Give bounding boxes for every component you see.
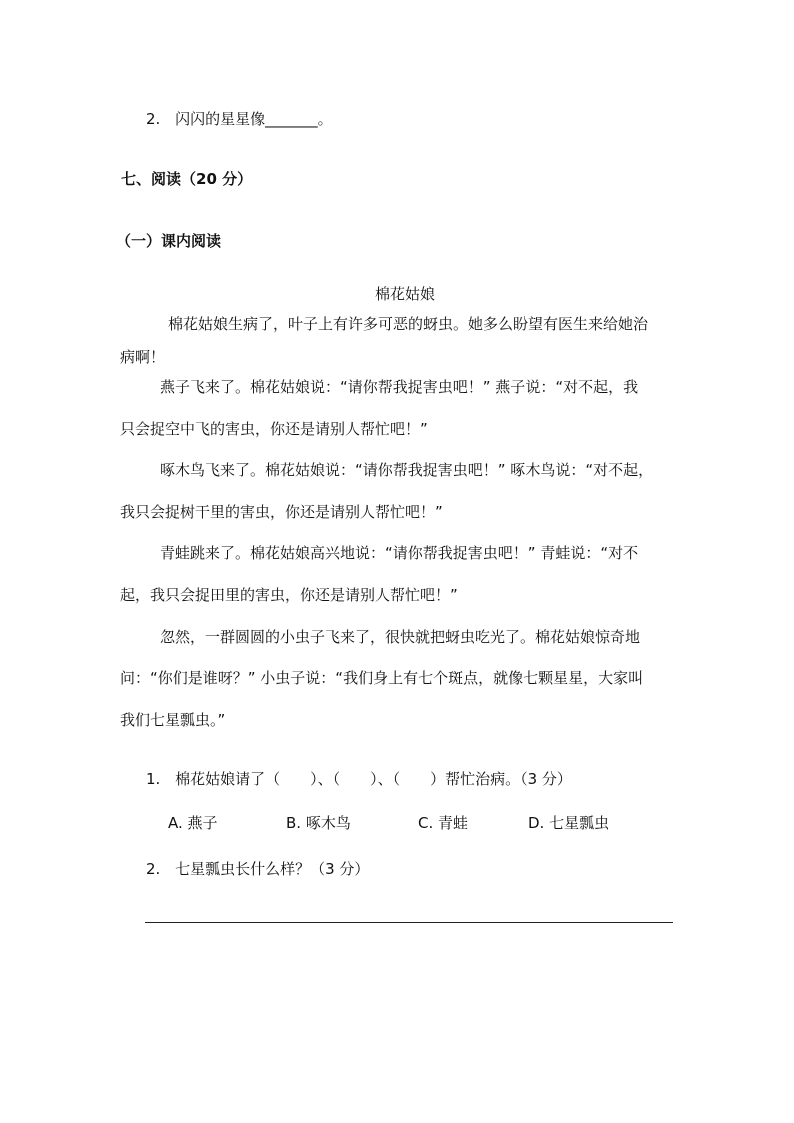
question-text: 棉花姑娘请了（ ）、（ ）、（ ）帮忙治病。（3 分） <box>175 770 572 788</box>
passage-line: 燕子飞来了。棉花姑娘说：“请你帮我捉害虫吧！” 燕子说：“对不起，我 <box>160 378 639 396</box>
prev-question-number: 2. <box>146 110 161 128</box>
option-c[interactable]: C. 青蛙 <box>418 814 469 832</box>
passage-title: 棉花姑娘 <box>375 285 436 303</box>
passage-line: 起，我只会捉田里的害虫，你还是请别人帮忙吧！” <box>120 586 458 604</box>
passage-line: 啄木鸟飞来了。棉花姑娘说：“请你帮我捉害虫吧！” 啄木鸟说：“对不起， <box>160 461 654 479</box>
prev-question-text: 闪闪的星星像_______。 <box>175 110 333 128</box>
passage-line: 青蛙跳来了。棉花姑娘高兴地说：“请你帮我捉害虫吧！” 青蛙说：“对不 <box>160 544 639 562</box>
passage-line: 只会捉空中飞的害虫，你还是请别人帮忙吧！” <box>120 420 428 438</box>
option-a[interactable]: A. 燕子 <box>168 814 218 832</box>
prev-question <box>146 108 333 129</box>
question-2 <box>146 858 369 879</box>
passage-line: 棉花姑娘生病了，叶子上有许多可恶的蚜虫。她多么盼望有医生来给她治 <box>168 315 649 333</box>
question-text: 七星瓢虫长什么样？（3 分） <box>175 860 370 878</box>
question-number: 2. <box>146 860 161 878</box>
passage-line: 我只会捉树干里的害虫，你还是请别人帮忙吧！” <box>120 503 443 521</box>
passage-line: 我们七星瓢虫。” <box>120 711 226 729</box>
question-1 <box>146 768 572 789</box>
option-d[interactable]: D. 七星瓢虫 <box>528 814 610 832</box>
answer-line[interactable] <box>145 922 673 923</box>
passage-line: 忽然，一群圆圆的小虫子飞来了，很快就把蚜虫吃光了。棉花姑娘惊奇地 <box>160 628 641 646</box>
question-number: 1. <box>146 770 161 788</box>
sub-heading: （一）课内阅读 <box>116 232 222 250</box>
passage-line: 问：“你们是谁呀？” 小虫子说：“我们身上有七个斑点，就像七颗星星，大家叫 <box>120 669 644 687</box>
section-heading: 七、阅读（20 分） <box>121 170 253 188</box>
option-b[interactable]: B. 啄木鸟 <box>286 814 351 832</box>
passage-line: 病啊！ <box>120 348 166 366</box>
